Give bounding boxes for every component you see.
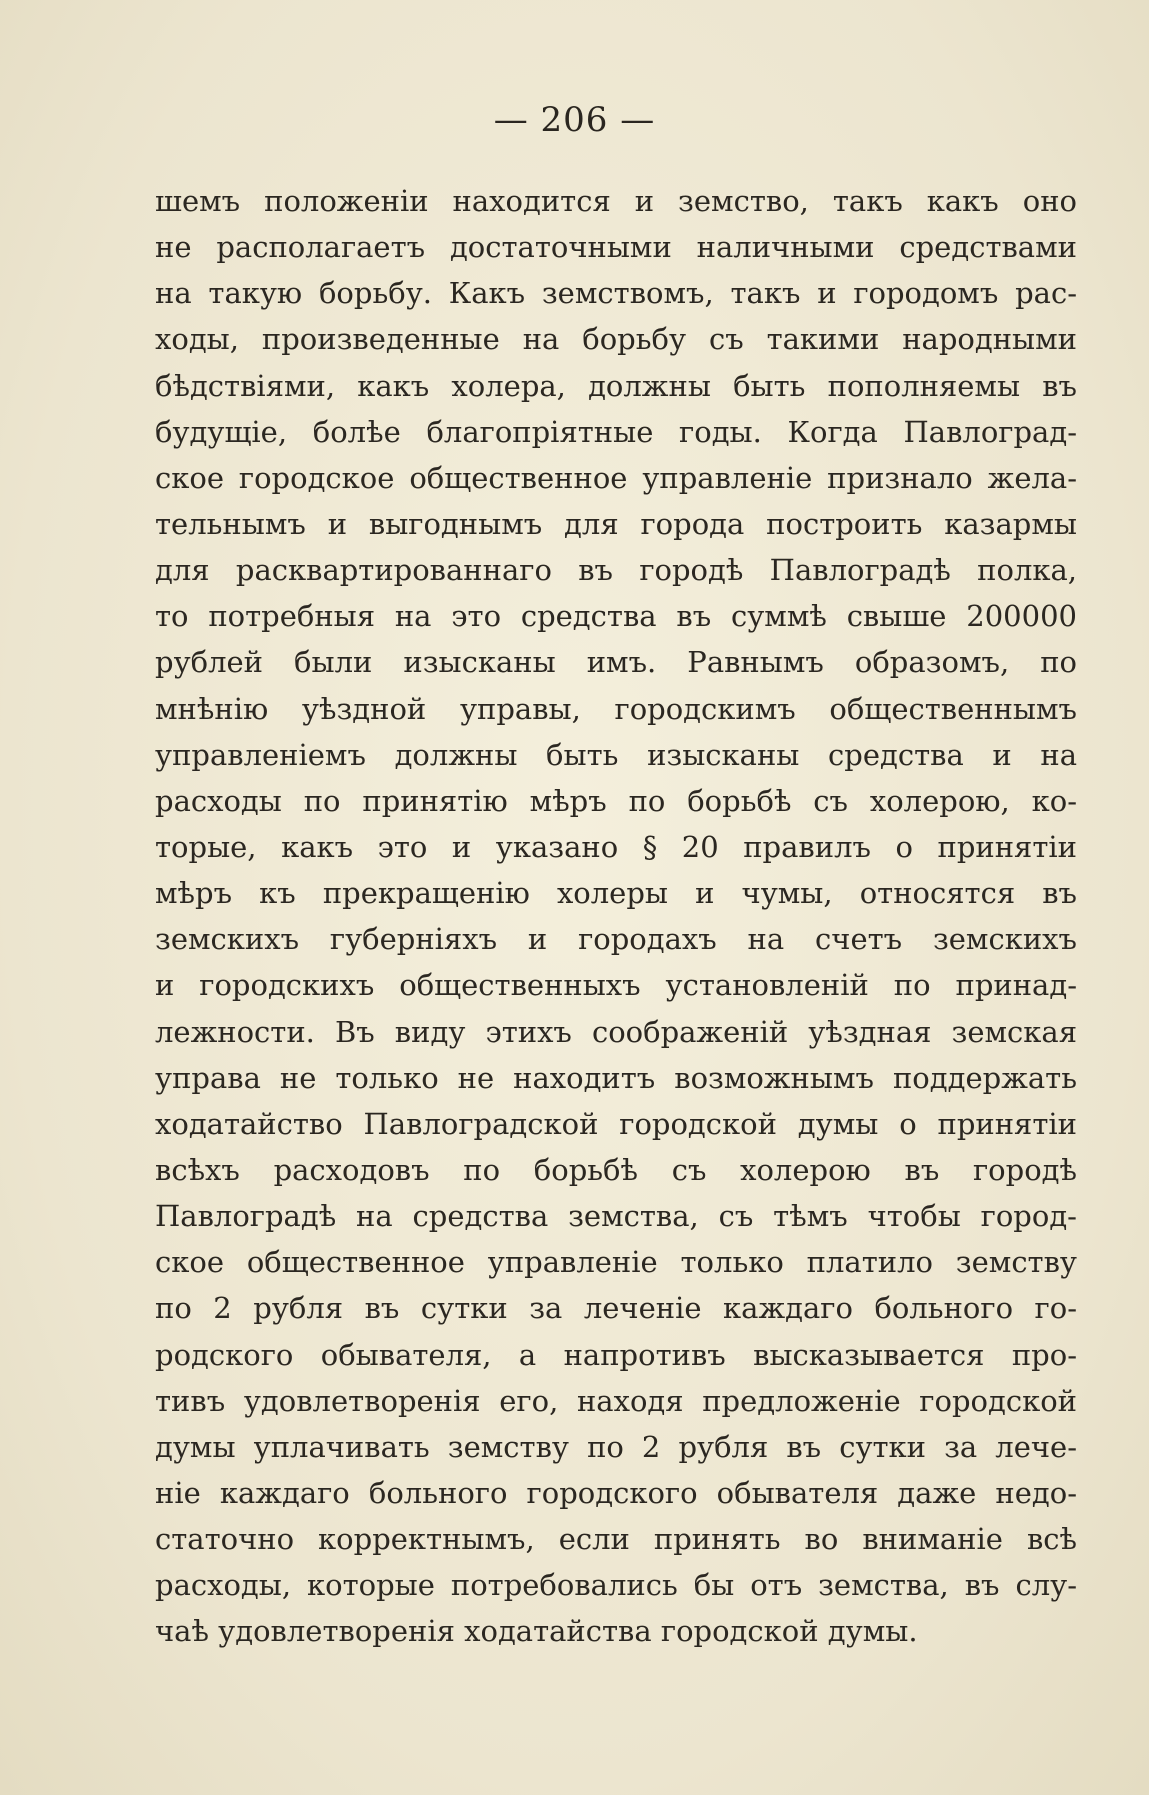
text-line: всѣхъ расходовъ по борьбѣ съ холерою въ городѣ	[155, 1152, 1077, 1187]
text-line: рублей были изысканы имъ. Равнымъ образомъ, по	[155, 645, 1077, 680]
text-line: будущiе, болѣе благопрiятные годы. Когда Павлоград-	[155, 414, 1077, 449]
text-line: думы уплачивать земству по 2 рубля въ сутки за лече-	[155, 1429, 1077, 1464]
text-line: расходы по принятiю мѣръ по борьбѣ съ холерою, ко-	[155, 783, 1077, 818]
text-line: на такую борьбу. Какъ земствомъ, такъ и городомъ рас-	[155, 276, 1077, 311]
text-line: торые, какъ это и указано § 20 правилъ о принятiи	[155, 829, 1077, 864]
text-line: управленiемъ должны быть изысканы средства и на	[155, 737, 1077, 772]
text-line: тельнымъ и выгоднымъ для города построить казармы	[155, 506, 1077, 541]
text-line: расходы, которые потребовались бы отъ земства, въ слу-	[155, 1568, 1077, 1603]
text-line: статочно корректнымъ, если принять во вниманiе всѣ	[155, 1522, 1077, 1557]
text-line: для расквартированнаго въ городѣ Павлоградѣ полка,	[155, 553, 1077, 588]
text-line: ское городское общественное управленiе признало жела-	[155, 460, 1077, 495]
text-line: шемъ положенiи находится и земство, такъ какъ оно	[155, 184, 1077, 218]
text-line: ходы, произведенные на борьбу съ такими народными	[155, 322, 1077, 357]
text-line: бѣдствiями, какъ холера, должны быть пополняемы въ	[155, 368, 1077, 403]
text-line: ское общественное управленiе только платило земству	[155, 1245, 1077, 1280]
text-line: управа не только не находитъ возможнымъ поддержать	[155, 1060, 1077, 1095]
text-line: ходатайство Павлоградской городской думы о принятiи	[155, 1106, 1077, 1141]
text-line: и городскихъ общественныхъ установленiй по принад-	[155, 968, 1077, 1003]
text-line: по 2 рубля въ сутки за леченiе каждаго больного го-	[155, 1291, 1077, 1326]
text-line: Павлоградѣ на средства земства, съ тѣмъ чтобы город-	[155, 1199, 1077, 1234]
text-line: нiе каждаго больного городского обывателя даже недо-	[155, 1475, 1077, 1510]
text-line: родского обывателя, а напротивъ высказывается про-	[155, 1337, 1077, 1372]
body-text	[155, 178, 1077, 1655]
text-line: мнѣнiю уѣздной управы, городскимъ общественнымъ	[155, 691, 1077, 726]
text-line: то потребныя на это средства въ суммѣ свыше 200000	[155, 599, 1077, 634]
text-line: мѣръ къ прекращенiю холеры и чумы, относятся въ	[155, 876, 1077, 911]
text-line: земскихъ губернiяхъ и городахъ на счетъ земскихъ	[155, 922, 1077, 957]
text-line: лежности. Въ виду этихъ соображенiй уѣздная земская	[155, 1014, 1077, 1049]
text-line: не располагаетъ достаточными наличными средствами	[155, 230, 1077, 265]
text-line: тивъ удовлетворенiя его, находя предложенiе городской	[155, 1383, 1077, 1418]
text-line-last: чаѣ удовлетворенiя ходатайства городской думы.	[155, 1614, 918, 1649]
page-number: — 206 —	[493, 100, 656, 140]
